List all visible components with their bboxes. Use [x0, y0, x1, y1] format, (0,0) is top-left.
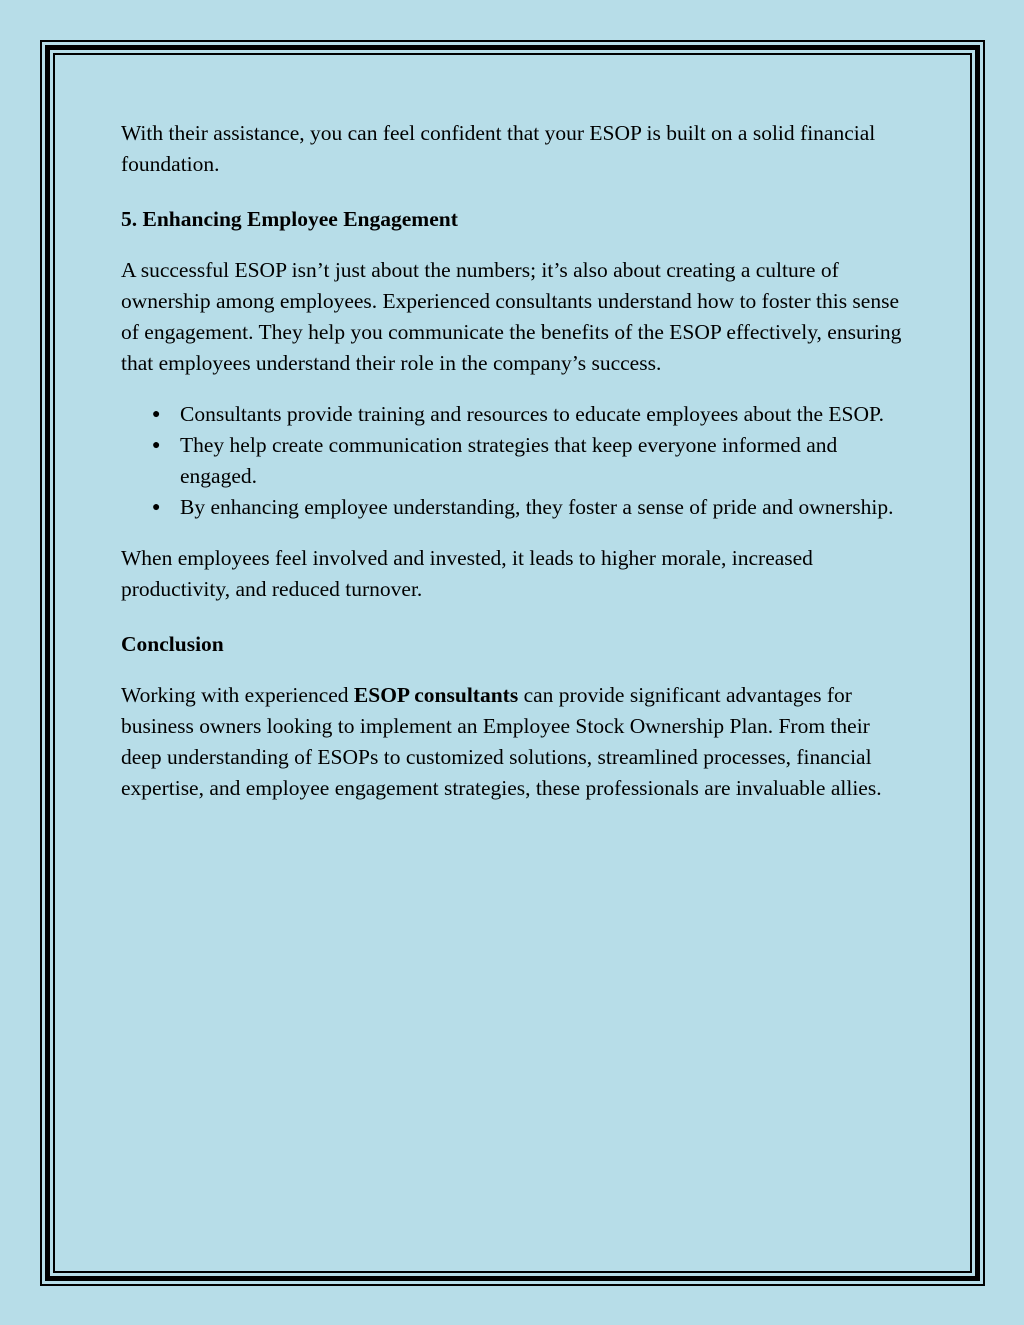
esop-consultants-link-text: ESOP consultants [353, 683, 519, 707]
list-item [121, 430, 911, 492]
section-heading: 5. Enhancing Employee Engagement [121, 207, 458, 231]
conclusion-heading: Conclusion [121, 632, 224, 656]
after-bullets-paragraph: When employees feel involved and invested, it leads to higher morale, increased productivity, and reduced turnover. [121, 546, 813, 601]
bullet-icon: ● [152, 500, 161, 515]
list-item-text: By enhancing employee understanding, they foster a sense of pride and ownership. [180, 495, 894, 519]
conclusion-paragraph [121, 680, 911, 804]
conclusion-text-end: can provide significant advantages for business owners looking to implement an Employee Stock Ownership Plan. From their deep understanding of ESOPs to customized solutions, streamlined processes, financial expertise, and employee engagement strategies, these professionals are invaluable allies. [121, 683, 882, 800]
intro-paragraph: With their assistance, you can feel confident that your ESOP is built on a solid financial foundation. [121, 121, 876, 176]
document-body [121, 118, 911, 804]
list-item-text: They help create communication strategies that keep everyone informed and engaged. [180, 433, 838, 488]
list-item [121, 492, 911, 523]
conclusion-text-start: Working with experienced [121, 683, 354, 707]
bullet-icon: ● [152, 438, 161, 453]
section-paragraph: A successful ESOP isn’t just about the numbers; it’s also about creating a culture of ownership among employees. Experienced consultants understand how to foster this sense of engagement. They help you communicate the benefits of the ESOP effectively, ensuring that employees understand their role in the company’s success. [121, 258, 902, 375]
list-item-text: Consultants provide training and resources to educate employees about the ESOP. [180, 402, 884, 426]
bullet-icon: ● [152, 407, 161, 422]
bullet-list [121, 399, 911, 523]
list-item [121, 399, 911, 430]
